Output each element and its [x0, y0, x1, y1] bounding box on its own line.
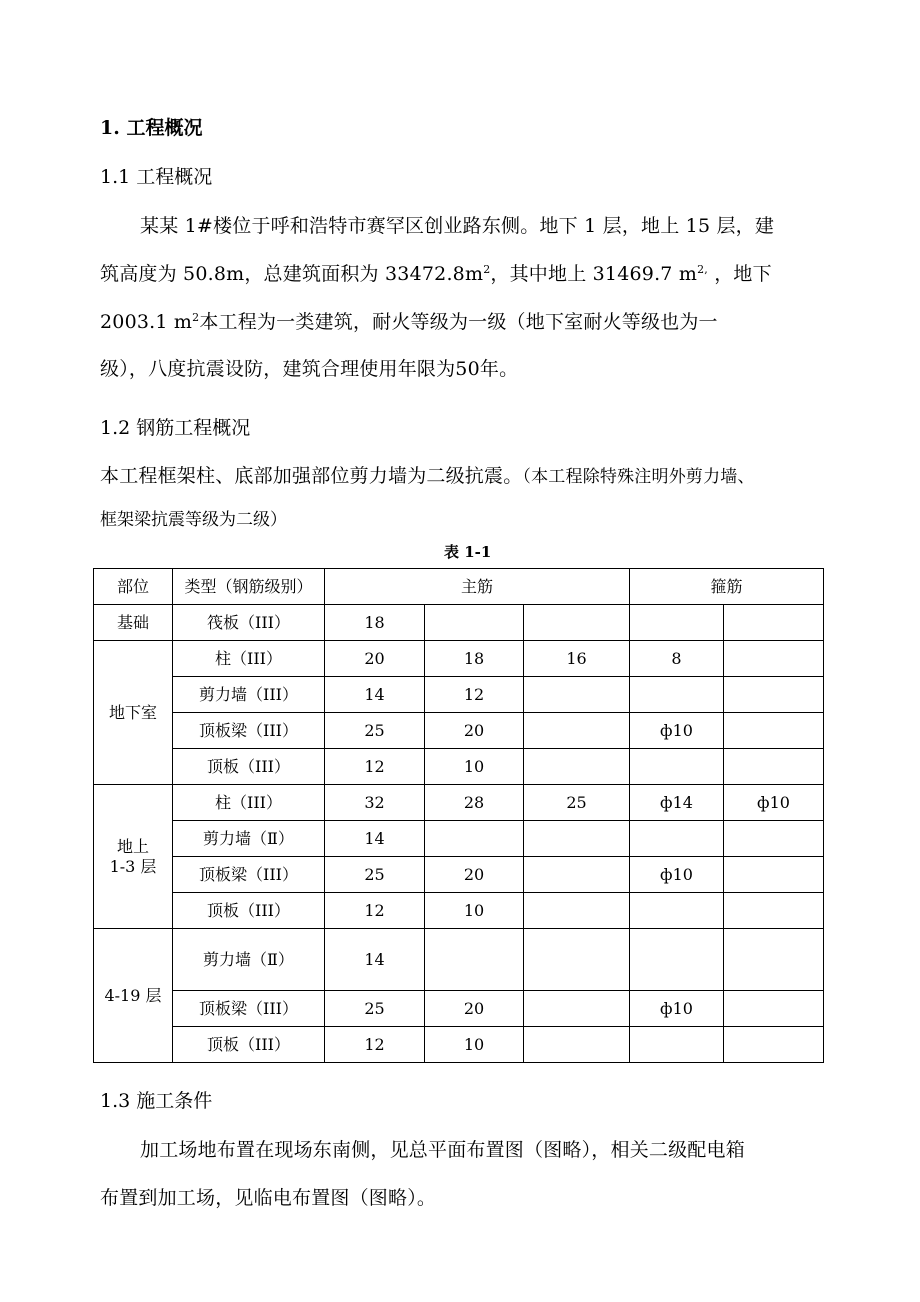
table-row	[94, 821, 824, 857]
type-cell: 顶板梁（III）	[173, 713, 325, 749]
value-cell: 8	[630, 641, 724, 677]
overview-line-3: 2003.1 $m^2$本工程为一类建筑，耐火等级为一级（地下室耐火等级也为一	[100, 311, 718, 333]
overview-line-1: 某某 1#楼位于呼和浩特市赛罕区创业路东侧。地下 1 层，地上 15 层，建	[140, 215, 775, 237]
type-cell: 剪力墙（Ⅱ）	[173, 929, 325, 991]
value-cell	[630, 893, 724, 929]
value-cell: 20	[325, 641, 425, 677]
value-cell: 25	[325, 857, 425, 893]
value-cell: ф10	[630, 857, 724, 893]
type-cell: 筏板（III）	[173, 605, 325, 641]
value-cell	[630, 677, 724, 713]
value-cell	[724, 821, 824, 857]
value-cell	[524, 893, 630, 929]
value-cell	[524, 1027, 630, 1063]
value-cell: 25	[325, 991, 425, 1027]
value-cell: 20	[425, 713, 524, 749]
value-cell: 10	[425, 1027, 524, 1063]
group-cell: 4-19 层	[94, 929, 173, 1063]
value-cell: 14	[325, 677, 425, 713]
table-row	[94, 785, 824, 821]
value-cell	[724, 677, 824, 713]
table-row	[94, 605, 824, 641]
table-caption: 表 1-1	[444, 543, 492, 561]
type-cell: 顶板（III）	[173, 893, 325, 929]
table-row	[94, 713, 824, 749]
value-cell	[425, 605, 524, 641]
value-cell: 25	[325, 713, 425, 749]
value-cell: 18	[425, 641, 524, 677]
value-cell	[630, 929, 724, 991]
type-cell: 顶板（III）	[173, 1027, 325, 1063]
value-cell	[724, 713, 824, 749]
value-cell: 14	[325, 929, 425, 991]
value-cell	[724, 991, 824, 1027]
value-cell	[524, 991, 630, 1027]
value-cell: 16	[524, 641, 630, 677]
value-cell: 32	[325, 785, 425, 821]
value-cell: ф10	[630, 991, 724, 1027]
value-cell	[630, 1027, 724, 1063]
value-cell	[524, 749, 630, 785]
table-row	[94, 929, 824, 991]
value-cell: 18	[325, 605, 425, 641]
table-row	[94, 1027, 824, 1063]
rebar-spec-table	[93, 568, 824, 1063]
type-cell: 顶板（III）	[173, 749, 325, 785]
table-row	[94, 991, 824, 1027]
table-header-row	[94, 569, 824, 605]
header-cell: 部位	[94, 569, 173, 605]
header-cell: 箍筋	[630, 569, 824, 605]
value-cell: 12	[325, 893, 425, 929]
value-cell	[630, 605, 724, 641]
subsection-1-1-title: 1.1 工程概况	[100, 166, 213, 188]
table-row	[94, 677, 824, 713]
value-cell	[724, 605, 824, 641]
value-cell	[425, 821, 524, 857]
header-cell: 类型（钢筋级别）	[173, 569, 325, 605]
subsection-1-2-title: 1.2 钢筋工程概况	[100, 417, 251, 439]
value-cell: 12	[325, 749, 425, 785]
value-cell	[524, 713, 630, 749]
header-cell: 主筋	[325, 569, 630, 605]
rebar-overview-line-2: 框架梁抗震等级为二级）	[100, 510, 287, 530]
subsection-1-3-title: 1.3 施工条件	[100, 1090, 213, 1112]
value-cell: 14	[325, 821, 425, 857]
rebar-overview-line-1: 本工程框架柱、底部加强部位剪力墙为二级抗震。（本工程除特殊注明外剪力墙、	[100, 465, 755, 487]
table-row	[94, 641, 824, 677]
value-cell	[524, 677, 630, 713]
value-cell: 12	[325, 1027, 425, 1063]
type-cell: 剪力墙（III）	[173, 677, 325, 713]
type-cell: 剪力墙（Ⅱ）	[173, 821, 325, 857]
value-cell	[724, 641, 824, 677]
value-cell: 10	[425, 893, 524, 929]
value-cell: 25	[524, 785, 630, 821]
group-cell: 地下室	[94, 641, 173, 785]
value-cell	[524, 605, 630, 641]
overview-line-2: 筑高度为 50.8m，总建筑面积为 $33472.8m^2$，其中地上 31469.7 $m^{2,}$ ，地下	[100, 263, 772, 285]
value-cell: 20	[425, 857, 524, 893]
value-cell	[425, 929, 524, 991]
value-cell	[524, 929, 630, 991]
type-cell: 顶板梁（III）	[173, 857, 325, 893]
value-cell: 28	[425, 785, 524, 821]
group-cell: 地上 1-3 层	[94, 785, 173, 929]
section-heading: 1. 工程概况	[100, 117, 203, 139]
value-cell	[524, 857, 630, 893]
table-row	[94, 749, 824, 785]
type-cell: 柱（III）	[173, 785, 325, 821]
value-cell: 10	[425, 749, 524, 785]
table-row	[94, 857, 824, 893]
value-cell	[724, 857, 824, 893]
conditions-line-1: 加工场地布置在现场东南侧，见总平面布置图（图略），相关二级配电箱	[140, 1139, 745, 1161]
overview-line-4: 级），八度抗震设防，建筑合理使用年限为50年。	[100, 358, 519, 380]
conditions-line-2: 布置到加工场，见临电布置图（图略）。	[100, 1187, 437, 1209]
value-cell	[724, 1027, 824, 1063]
value-cell: 20	[425, 991, 524, 1027]
value-cell	[724, 929, 824, 991]
value-cell: ф14	[630, 785, 724, 821]
value-cell: ф10	[724, 785, 824, 821]
group-cell: 基础	[94, 605, 173, 641]
value-cell	[724, 749, 824, 785]
type-cell: 柱（III）	[173, 641, 325, 677]
value-cell: ф10	[630, 713, 724, 749]
type-cell: 顶板梁（III）	[173, 991, 325, 1027]
value-cell	[724, 893, 824, 929]
table-row	[94, 893, 824, 929]
value-cell	[630, 749, 724, 785]
value-cell	[524, 821, 630, 857]
value-cell	[630, 821, 724, 857]
value-cell: 12	[425, 677, 524, 713]
